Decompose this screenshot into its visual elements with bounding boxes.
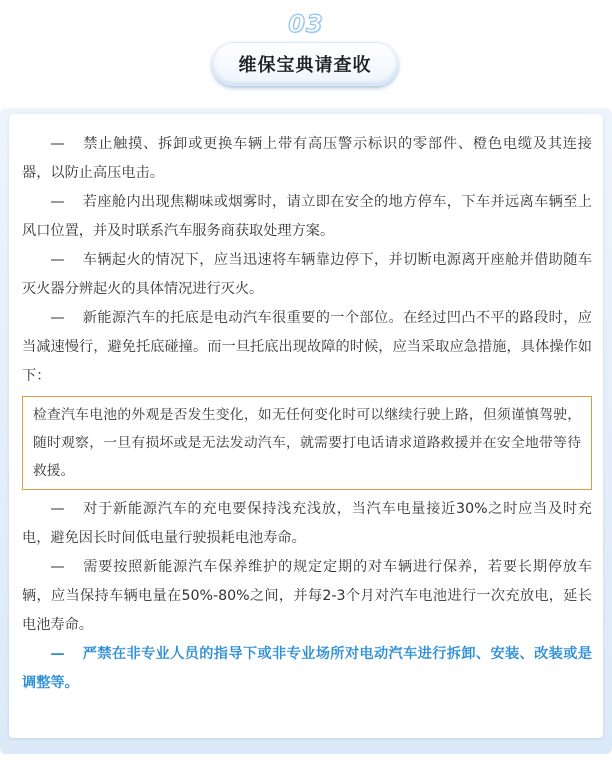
content-body (22, 130, 592, 698)
paragraph-text: 若座舱内出现焦糊味或烟雾时，请立即在安全的地方停车，下车并远离车辆至上风口位置，并及时联系汽车服务商获取处理方案。 (22, 194, 592, 239)
dash-marker: — (50, 252, 65, 268)
paragraph-3 (22, 246, 592, 304)
warning-paragraph (22, 640, 592, 698)
dash-marker: — (50, 136, 65, 152)
paragraph-5 (22, 495, 592, 553)
dash-marker: — (50, 501, 65, 517)
paragraph-6 (22, 553, 592, 640)
paragraph-4 (22, 304, 592, 391)
section-number: 03 (288, 10, 324, 38)
paragraph-2 (22, 188, 592, 246)
paragraph-text: 车辆起火的情况下，应当迅速将车辆靠边停下，并切断电源离开座舱并借助随车灭火器分辨起火的具体情况进行灭火。 (22, 252, 592, 297)
warning-text: 严禁在非专业人员的指导下或非专业场所对电动汽车进行拆卸、安装、改装或是调整等。 (22, 646, 592, 691)
dash-marker: — (50, 194, 65, 210)
paragraph-text: 对于新能源汽车的充电要保持浅充浅放，当汽车电量接近30%之时应当及时充电，避免因长时间低电量行驶损耗电池寿命。 (22, 501, 592, 546)
dash-marker: — (50, 310, 65, 326)
paragraph-1 (22, 130, 592, 188)
dash-marker: — (50, 559, 65, 575)
paragraph-text: 需要按照新能源汽车保养维护的规定定期的对车辆进行保养，若要长期停放车辆，应当保持车辆电量在50%-80%之间，并每2-3个月对汽车电池进行一次充放电，延长电池寿命。 (22, 559, 592, 633)
paragraph-text: 禁止触摸、拆卸或更换车辆上带有高压警示标识的零部件、橙色电缆及其连接器，以防止高压电击。 (22, 136, 592, 181)
paragraph-text: 新能源汽车的托底是电动汽车很重要的一个部位。在经过凹凸不平的路段时，应当减速慢行，避免托底碰撞。而一旦托底出现故障的时候，应当采取应急措施，具体操作如下： (22, 310, 592, 384)
section-title: 维保宝典请查收 (238, 55, 372, 76)
section-title-pill (212, 42, 398, 86)
note-box: 检查汽车电池的外观是否发生变化，如无任何变化时可以继续行驶上路，但须谨慎驾驶，随时观察，一旦有损坏或是无法发动汽车，就需要打电话请求道路救援并在安全地带等待救援。 (22, 396, 592, 490)
dash-marker: — (50, 646, 65, 662)
